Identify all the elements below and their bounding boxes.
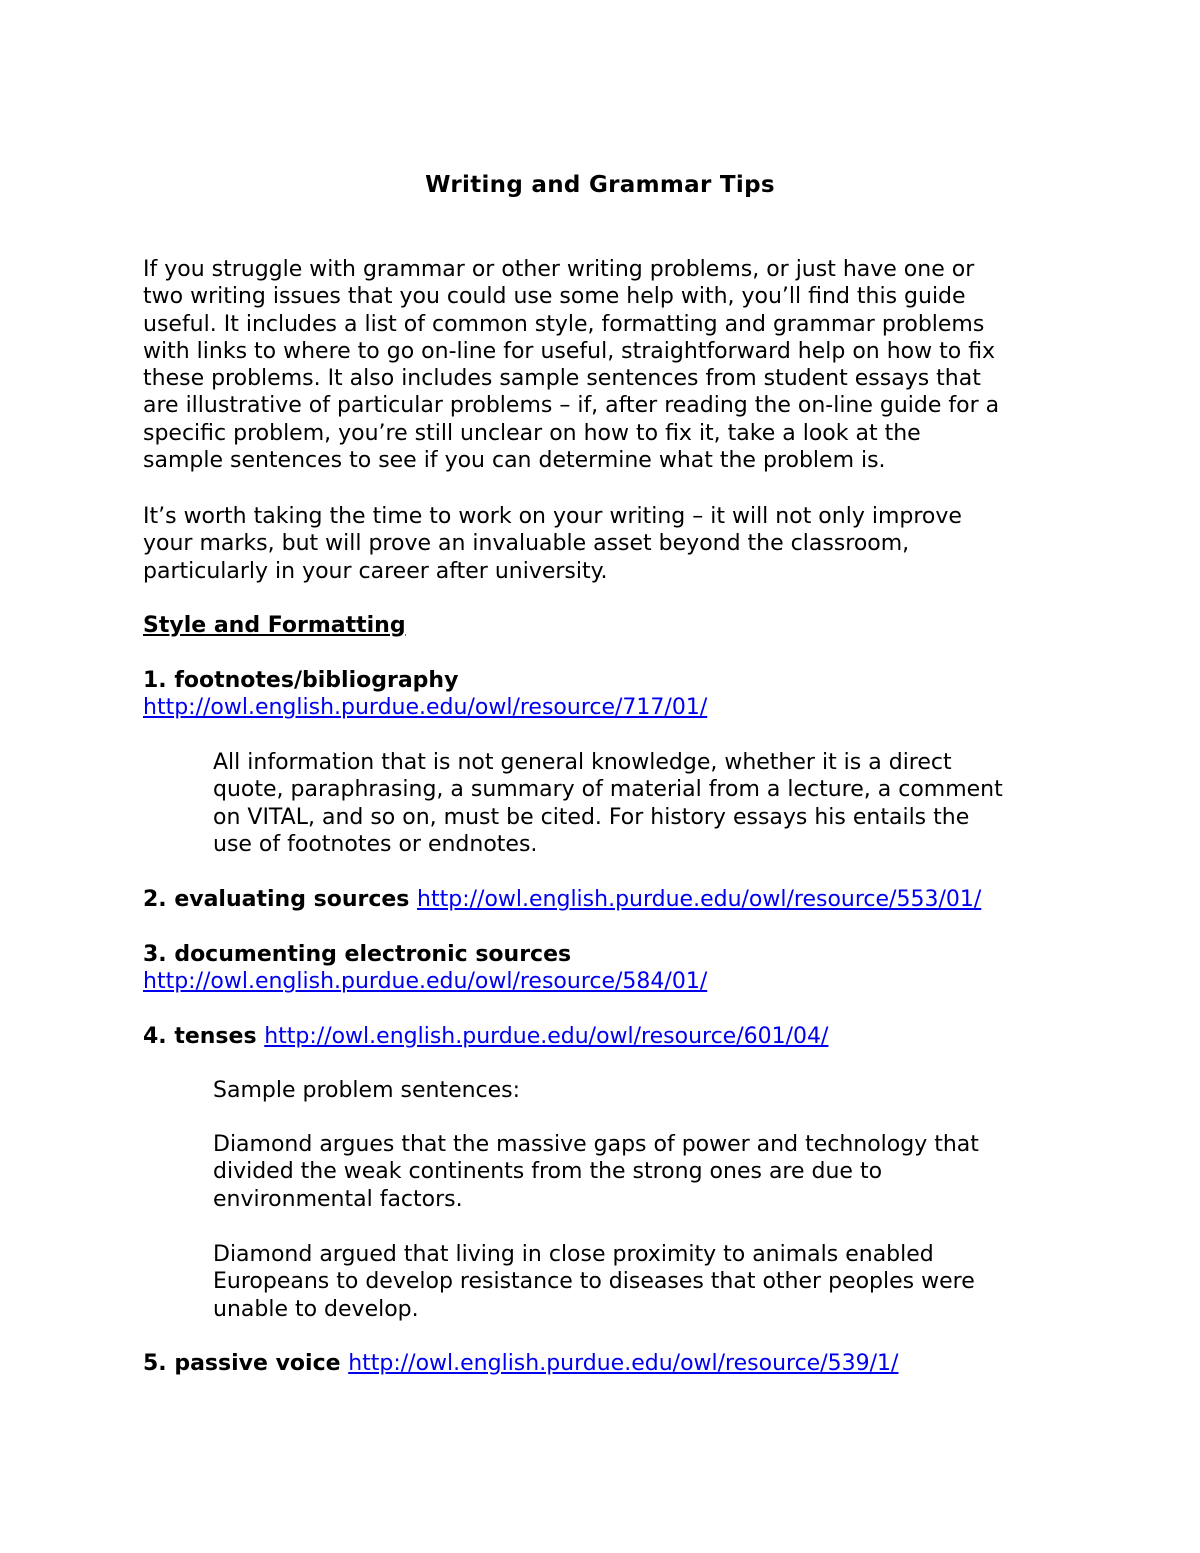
intro-paragraph bbox=[143, 256, 999, 474]
item-1-body-line: quote, paraphrasing, a summary of material from a lecture, a comment bbox=[213, 777, 1003, 803]
item-1-body-line: use of footnotes or endnotes. bbox=[213, 831, 538, 857]
worth-line: particularly in your career after university. bbox=[143, 558, 608, 584]
sample-2-line: unable to develop. bbox=[213, 1296, 419, 1322]
intro-line: two writing issues that you could use some help with, you’ll find this guide bbox=[143, 284, 966, 310]
intro-line: these problems. It also includes sample sentences from student essays that bbox=[143, 366, 981, 392]
item-1-body bbox=[213, 749, 1003, 858]
sample-1-line: Diamond argues that the massive gaps of power and technology that bbox=[213, 1132, 979, 1157]
item-4-label: 4. tenses bbox=[143, 1024, 265, 1049]
intro-line: are illustrative of particular problems – if, after reading the on-line guide for a bbox=[143, 393, 1000, 419]
item-5-heading bbox=[143, 1350, 898, 1377]
section-heading-text: Style and Formatting bbox=[143, 613, 406, 638]
intro-line: useful. It includes a list of common style, formatting and grammar problems bbox=[143, 311, 985, 337]
item-2-label: 2. evaluating sources bbox=[143, 887, 418, 912]
item-5-label: 5. passive voice bbox=[143, 1351, 349, 1376]
item-2-heading bbox=[143, 886, 981, 913]
sample-2-line: Europeans to develop resistance to diseases that other peoples were bbox=[213, 1269, 975, 1295]
item-2-link[interactable]: http://owl.english.purdue.edu/owl/resource/553/01/ bbox=[417, 887, 982, 912]
item-4-sample-label bbox=[213, 1077, 520, 1104]
item-4-sample-2 bbox=[213, 1241, 975, 1323]
item-1-body-line: All information that is not general knowledge, whether it is a direct bbox=[213, 750, 952, 775]
worth-paragraph bbox=[143, 503, 962, 585]
intro-line: specific problem, you’re still unclear on how to fix it, take a look at the bbox=[143, 420, 921, 446]
sample-2-line: Diamond argued that living in close proximity to animals enabled bbox=[213, 1242, 934, 1267]
section-heading bbox=[143, 612, 406, 639]
worth-line: It’s worth taking the time to work on your writing – it will not only improve bbox=[143, 504, 962, 529]
item-4-link[interactable]: http://owl.english.purdue.edu/owl/resource/601/04/ bbox=[264, 1024, 829, 1049]
item-4-heading bbox=[143, 1023, 828, 1050]
item-3-heading: 3. documenting electronic sources bbox=[143, 942, 572, 967]
item-5-link[interactable]: http://owl.english.purdue.edu/owl/resource/539/1/ bbox=[348, 1351, 899, 1376]
intro-line: If you struggle with grammar or other writing problems, or just have one or bbox=[143, 257, 975, 282]
item-3-link-line bbox=[143, 968, 707, 995]
item-1-body-line: on VITAL, and so on, must be cited. For history essays his entails the bbox=[213, 804, 970, 830]
sample-label-text: Sample problem sentences: bbox=[213, 1078, 521, 1103]
intro-line: sample sentences to see if you can determine what the problem is. bbox=[143, 448, 886, 474]
sample-1-line: environmental factors. bbox=[213, 1186, 463, 1212]
worth-line: your marks, but will prove an invaluable asset beyond the classroom, bbox=[143, 531, 910, 557]
item-3-link[interactable]: http://owl.english.purdue.edu/owl/resource/584/01/ bbox=[143, 969, 708, 994]
item-4-sample-1 bbox=[213, 1131, 979, 1213]
item-1-link-line bbox=[143, 694, 707, 721]
document-title: Writing and Grammar Tips bbox=[425, 172, 775, 198]
item-1-heading: 1. footnotes/bibliography bbox=[143, 668, 459, 693]
intro-line: with links to where to go on-line for useful, straightforward help on how to fix bbox=[143, 338, 996, 364]
item-1-link[interactable]: http://owl.english.purdue.edu/owl/resource/717/01/ bbox=[143, 695, 708, 720]
sample-1-line: divided the weak continents from the strong ones are due to bbox=[213, 1159, 883, 1185]
